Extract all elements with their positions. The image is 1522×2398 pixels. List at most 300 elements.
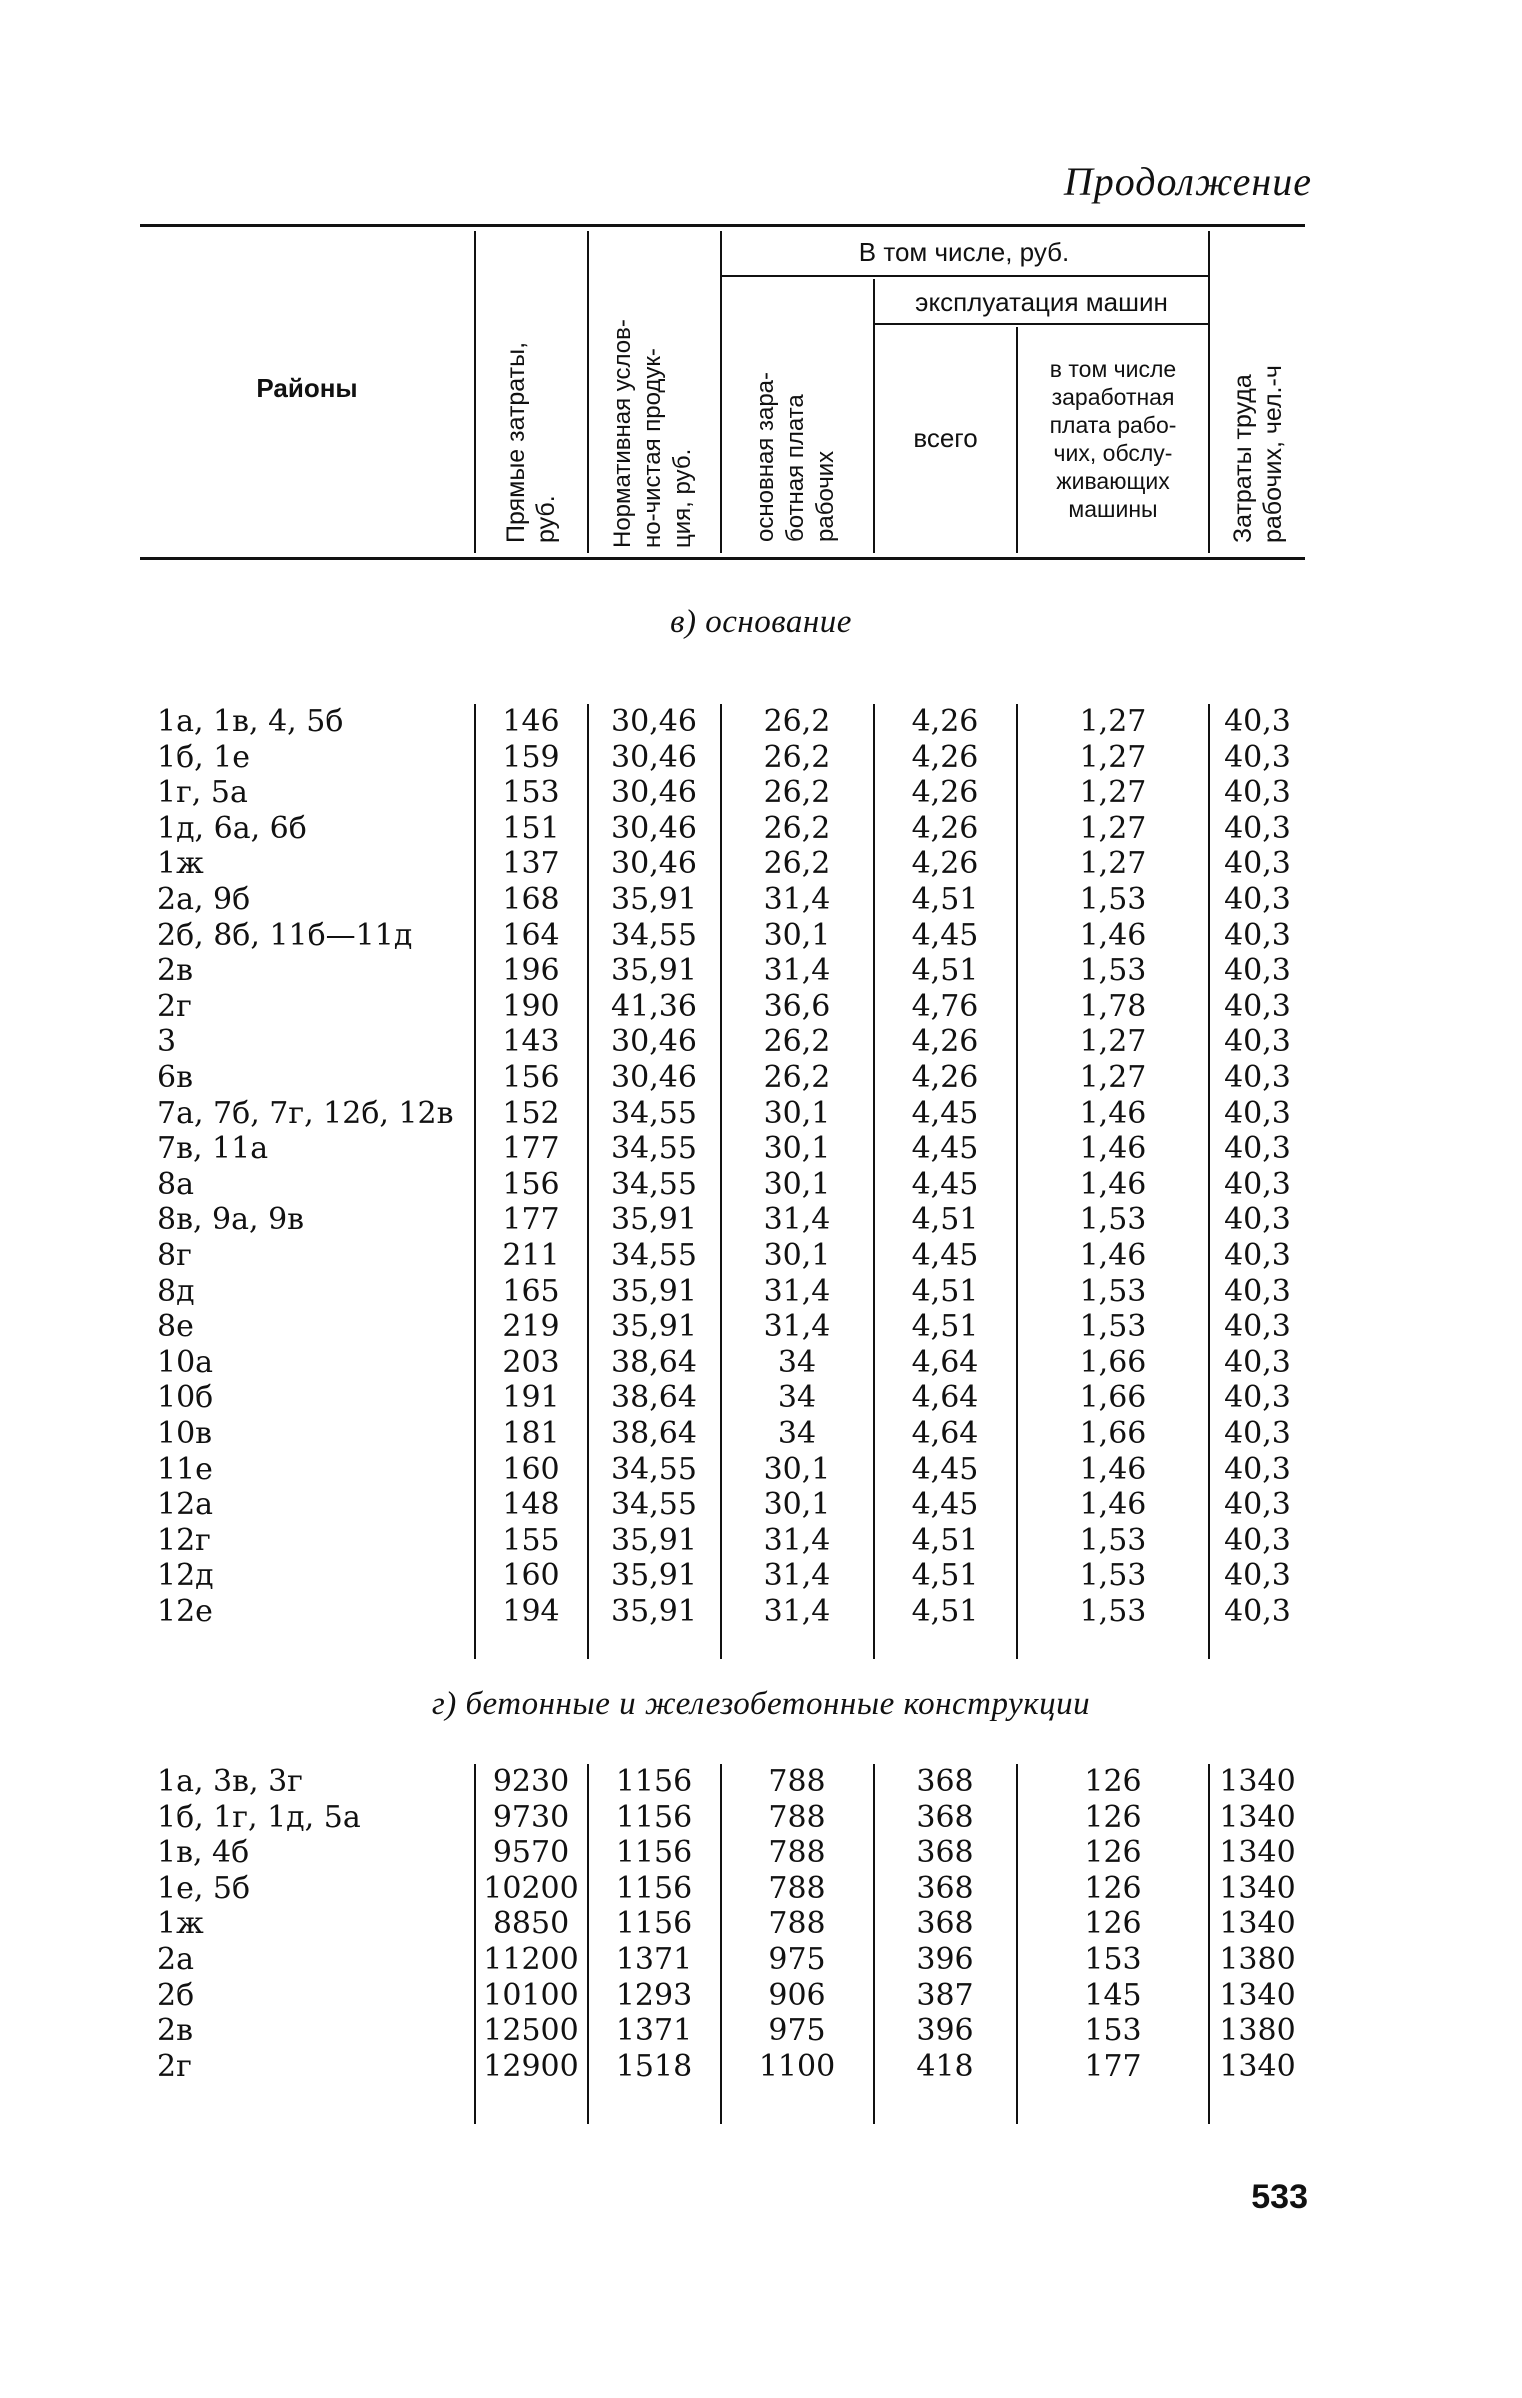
cell-direct-costs: 160	[502, 1558, 560, 1594]
cell-direct-costs: 146	[502, 704, 560, 739]
cell-normative-output: 35,91	[611, 1522, 697, 1558]
cell-machine-total: 4,45	[911, 1131, 979, 1167]
cell-direct-costs: 190	[502, 988, 560, 1024]
cell-region: 8г	[157, 1238, 192, 1273]
cell-normative-output: 30,46	[611, 1060, 697, 1095]
cell-region: 2в	[157, 953, 193, 989]
header-direct-costs: Прямые затраты, руб.	[502, 341, 560, 543]
cell-region: 2г	[157, 2048, 192, 2084]
cell-labor-costs: 40,3	[1224, 1416, 1291, 1451]
header-divider	[873, 279, 875, 553]
table-row	[140, 1202, 1305, 1237]
cell-machine-total: 4,51	[911, 1522, 979, 1558]
cell-machine-wage: 1,53	[1079, 1522, 1147, 1558]
cell-base-wage: 788	[768, 1906, 826, 1942]
cell-direct-costs: 181	[502, 1416, 560, 1451]
cell-region: 1а, 3в, 3г	[157, 1764, 303, 1799]
cell-direct-costs: 11200	[483, 1942, 579, 1977]
cell-region: 1д, 6а, 6б	[157, 810, 307, 846]
header-divider	[587, 231, 589, 553]
cell-machine-wage: 1,53	[1079, 1273, 1147, 1309]
cell-base-wage: 31,4	[763, 1273, 831, 1309]
table-row	[140, 1024, 1305, 1059]
cell-machine-total: 4,64	[911, 1416, 979, 1451]
table-row	[140, 704, 1305, 739]
cell-region: 6в	[157, 1060, 193, 1095]
cell-machine-wage: 177	[1084, 2048, 1142, 2084]
cell-labor-costs: 40,3	[1224, 1202, 1291, 1238]
cell-normative-output: 35,91	[611, 882, 697, 917]
header-labor-costs: Затраты труда рабочих, чел.-ч	[1229, 365, 1287, 543]
cell-machine-wage: 153	[1084, 1942, 1142, 1977]
cell-direct-costs: 156	[502, 1166, 560, 1202]
cell-machine-wage: 1,27	[1079, 846, 1147, 882]
cell-normative-output: 34,55	[611, 1166, 697, 1202]
cell-normative-output: 34,55	[611, 1238, 697, 1273]
cell-base-wage: 31,4	[763, 1309, 831, 1345]
cell-machine-total: 4,45	[911, 917, 979, 953]
table-section-foundation	[140, 704, 1305, 1659]
cell-labor-costs: 1340	[1219, 1799, 1296, 1835]
cell-machine-total: 4,26	[911, 739, 979, 775]
cell-labor-costs: 1340	[1219, 1835, 1296, 1871]
table-row	[140, 740, 1305, 775]
cell-machine-total: 4,26	[911, 775, 979, 811]
cell-region: 1ж	[157, 1906, 204, 1942]
cell-base-wage: 975	[768, 1942, 826, 1977]
table-row	[140, 1131, 1305, 1166]
cell-labor-costs: 40,3	[1224, 988, 1291, 1024]
cell-base-wage: 30,1	[763, 1095, 831, 1131]
cell-machine-wage: 1,78	[1079, 988, 1147, 1024]
cell-normative-output: 1156	[615, 1764, 693, 1799]
cell-machine-total: 4,51	[911, 1594, 979, 1629]
cell-machine-total: 387	[916, 1977, 974, 2013]
cell-machine-total: 4,45	[911, 1487, 979, 1523]
cell-labor-costs: 40,3	[1224, 917, 1291, 953]
cell-direct-costs: 148	[502, 1487, 560, 1523]
cell-labor-costs: 40,3	[1224, 704, 1291, 739]
section-title-concrete: г) бетонные и железобетонные конструкции	[431, 1686, 1091, 1722]
cell-labor-costs: 1340	[1219, 1764, 1296, 1799]
table-row	[140, 1345, 1305, 1380]
cell-region: 1б, 1е	[157, 739, 251, 775]
cell-machine-wage: 1,66	[1079, 1380, 1147, 1416]
cell-labor-costs: 40,3	[1224, 882, 1291, 917]
cell-normative-output: 41,36	[611, 988, 697, 1024]
cell-machine-wage: 1,46	[1079, 1238, 1147, 1273]
cell-machine-total: 368	[916, 1799, 974, 1835]
cell-machine-total: 418	[916, 2048, 974, 2084]
cell-labor-costs: 1380	[1219, 1942, 1296, 1977]
cell-machine-total: 4,51	[911, 882, 979, 917]
cell-base-wage: 788	[768, 1764, 826, 1799]
cell-labor-costs: 40,3	[1224, 1166, 1291, 1202]
cell-labor-costs: 1340	[1219, 1906, 1296, 1942]
cell-normative-output: 35,91	[611, 1558, 697, 1594]
cell-machine-wage: 126	[1084, 1870, 1142, 1906]
cell-normative-output: 1293	[615, 1977, 693, 2013]
cell-machine-wage: 1,27	[1079, 704, 1147, 739]
cell-region: 10а	[157, 1344, 214, 1380]
cell-machine-total: 4,26	[911, 810, 979, 846]
cell-base-wage: 30,1	[763, 917, 831, 953]
table-row	[140, 2049, 1305, 2084]
table-row	[140, 1309, 1305, 1344]
cell-base-wage: 31,4	[763, 953, 831, 989]
cell-normative-output: 38,64	[611, 1416, 697, 1451]
cell-machine-wage: 1,66	[1079, 1416, 1147, 1451]
table-row	[140, 775, 1305, 810]
cell-machine-wage: 1,53	[1079, 1309, 1147, 1345]
cell-machine-wage: 1,53	[1079, 1202, 1147, 1238]
cell-base-wage: 30,1	[763, 1487, 831, 1523]
cell-machine-total: 4,26	[911, 1024, 979, 1060]
cell-base-wage: 26,2	[763, 1060, 831, 1095]
cell-machine-wage: 1,27	[1079, 739, 1147, 775]
cell-region: 12г	[157, 1522, 211, 1558]
cell-normative-output: 30,46	[611, 704, 697, 739]
cell-machine-total: 368	[916, 1870, 974, 1906]
cell-machine-total: 396	[916, 1942, 974, 1977]
header-base-wage: основная зара- ботная плата рабочих	[752, 371, 839, 542]
cell-normative-output: 34,55	[611, 1131, 697, 1167]
cell-direct-costs: 8850	[492, 1906, 570, 1942]
cell-region: 7а, 7б, 7г, 12б, 12в	[157, 1095, 454, 1131]
table-row	[140, 811, 1305, 846]
header-rule	[873, 323, 1208, 325]
cell-machine-wage: 1,46	[1079, 1131, 1147, 1167]
cell-region: 1в, 4б	[157, 1835, 250, 1871]
cell-direct-costs: 168	[502, 882, 560, 917]
cell-region: 12е	[157, 1594, 213, 1629]
header-including: В том числе, руб.	[858, 237, 1070, 267]
cell-normative-output: 30,46	[611, 846, 697, 882]
cell-normative-output: 30,46	[611, 810, 697, 846]
cell-machine-wage: 1,53	[1079, 1594, 1147, 1629]
table-row	[140, 1096, 1305, 1131]
table-row	[140, 1871, 1305, 1906]
cell-direct-costs: 155	[502, 1522, 560, 1558]
cell-direct-costs: 196	[502, 953, 560, 989]
cell-labor-costs: 40,3	[1224, 1131, 1291, 1167]
table-row	[140, 918, 1305, 953]
cell-normative-output: 1156	[615, 1835, 693, 1871]
cell-normative-output: 1156	[615, 1870, 693, 1906]
table-row	[140, 846, 1305, 881]
cell-base-wage: 30,1	[763, 1451, 831, 1487]
cell-region: 10в	[157, 1416, 213, 1451]
cell-region: 2а, 9б	[157, 882, 251, 917]
cell-direct-costs: 10100	[483, 1977, 579, 2013]
cell-normative-output: 1371	[615, 2013, 693, 2049]
cell-labor-costs: 40,3	[1224, 775, 1291, 811]
cell-region: 12д	[157, 1558, 214, 1594]
cell-base-wage: 30,1	[763, 1131, 831, 1167]
cell-direct-costs: 143	[502, 1024, 560, 1060]
cell-machine-total: 4,26	[911, 1060, 979, 1095]
cell-direct-costs: 151	[502, 810, 560, 846]
cell-base-wage: 1100	[758, 2048, 836, 2084]
cell-labor-costs: 40,3	[1224, 1451, 1291, 1487]
cell-labor-costs: 40,3	[1224, 846, 1291, 882]
cell-labor-costs: 40,3	[1224, 1558, 1291, 1594]
table-row	[140, 1978, 1305, 2013]
cell-base-wage: 788	[768, 1870, 826, 1906]
cell-base-wage: 34	[777, 1344, 817, 1380]
cell-region: 2б, 8б, 11б—11д	[157, 917, 413, 953]
cell-base-wage: 26,2	[763, 739, 831, 775]
table-row	[140, 953, 1305, 988]
cell-normative-output: 35,91	[611, 1309, 697, 1345]
table-row	[140, 1380, 1305, 1415]
cell-machine-wage: 1,46	[1079, 1166, 1147, 1202]
cell-labor-costs: 40,3	[1224, 953, 1291, 989]
cell-normative-output: 1518	[615, 2048, 693, 2084]
cell-region: 2б	[157, 1977, 195, 2013]
cell-direct-costs: 211	[502, 1238, 560, 1273]
cell-direct-costs: 219	[502, 1309, 560, 1345]
continuation-label: Продолжение	[1063, 159, 1312, 204]
cell-direct-costs: 12500	[483, 2013, 579, 2049]
cell-normative-output: 1156	[615, 1906, 693, 1942]
cell-base-wage: 34	[777, 1416, 817, 1451]
cell-base-wage: 975	[768, 2013, 826, 2049]
cell-normative-output: 34,55	[611, 1451, 697, 1487]
cell-machine-total: 4,64	[911, 1380, 979, 1416]
cell-normative-output: 30,46	[611, 775, 697, 811]
cell-region: 7в, 11а	[157, 1131, 269, 1167]
cell-normative-output: 35,91	[611, 1273, 697, 1309]
cell-machine-total: 4,45	[911, 1451, 979, 1487]
table-row	[140, 1167, 1305, 1202]
cell-direct-costs: 194	[502, 1594, 560, 1629]
cell-direct-costs: 153	[502, 775, 560, 811]
cell-machine-total: 4,51	[911, 953, 979, 989]
cell-region: 8в, 9а, 9в	[157, 1202, 305, 1238]
cell-machine-wage: 1,27	[1079, 1024, 1147, 1060]
header-divider	[720, 231, 722, 553]
cell-base-wage: 31,4	[763, 882, 831, 917]
cell-normative-output: 35,91	[611, 953, 697, 989]
cell-labor-costs: 40,3	[1224, 1344, 1291, 1380]
cell-labor-costs: 1340	[1219, 1870, 1296, 1906]
cell-machine-wage: 145	[1084, 1977, 1142, 2013]
section-title-foundation: в) основание	[670, 604, 852, 640]
cell-machine-total: 4,51	[911, 1558, 979, 1594]
cell-machine-total: 368	[916, 1906, 974, 1942]
table-row	[140, 1238, 1305, 1273]
cell-machine-wage: 1,27	[1079, 1060, 1147, 1095]
cell-region: 3	[157, 1024, 177, 1060]
table-row	[140, 1906, 1305, 1941]
cell-labor-costs: 40,3	[1224, 1060, 1291, 1095]
cell-direct-costs: 159	[502, 739, 560, 775]
cell-labor-costs: 40,3	[1224, 1309, 1291, 1345]
cell-region: 12а	[157, 1487, 214, 1523]
cell-machine-wage: 126	[1084, 1799, 1142, 1835]
cell-region: 8д	[157, 1273, 195, 1309]
cell-base-wage: 31,4	[763, 1522, 831, 1558]
cell-direct-costs: 12900	[483, 2048, 579, 2084]
cell-machine-wage: 1,46	[1079, 917, 1147, 953]
table-row	[140, 1594, 1305, 1629]
cell-machine-total: 4,45	[911, 1095, 979, 1131]
cell-region: 11е	[157, 1451, 213, 1487]
cell-machine-total: 368	[916, 1835, 974, 1871]
page-number: 533	[1251, 2178, 1308, 2216]
table-row	[140, 989, 1305, 1024]
table-section-concrete	[140, 1764, 1305, 2124]
cell-labor-costs: 40,3	[1224, 1024, 1291, 1060]
cell-machine-wage: 1,66	[1079, 1344, 1147, 1380]
cell-direct-costs: 9730	[492, 1799, 570, 1835]
cell-direct-costs: 9570	[492, 1835, 570, 1871]
cell-labor-costs: 40,3	[1224, 1238, 1291, 1273]
cell-region: 8а	[157, 1166, 194, 1202]
cell-machine-wage: 126	[1084, 1835, 1142, 1871]
cell-labor-costs: 40,3	[1224, 739, 1291, 775]
cell-direct-costs: 164	[502, 917, 560, 953]
table-row	[140, 2013, 1305, 2048]
cell-machine-total: 4,76	[911, 988, 979, 1024]
cell-normative-output: 34,55	[611, 917, 697, 953]
cell-base-wage: 26,2	[763, 704, 831, 739]
cell-base-wage: 30,1	[763, 1166, 831, 1202]
cell-normative-output: 38,64	[611, 1380, 697, 1416]
cell-labor-costs: 1380	[1219, 2013, 1296, 2049]
cell-machine-total: 4,26	[911, 704, 979, 739]
cell-base-wage: 26,2	[763, 810, 831, 846]
cell-machine-total: 4,64	[911, 1344, 979, 1380]
cell-base-wage: 788	[768, 1799, 826, 1835]
cell-machine-wage: 126	[1084, 1764, 1142, 1799]
cell-machine-total: 4,51	[911, 1273, 979, 1309]
cell-machine-total: 368	[916, 1764, 974, 1799]
cell-direct-costs: 160	[502, 1451, 560, 1487]
cell-machine-wage: 1,53	[1079, 953, 1147, 989]
cell-normative-output: 1156	[615, 1799, 693, 1835]
cell-region: 2г	[157, 988, 192, 1024]
header-normative-output: Нормативная услов- но-чистая продук- ция, руб.	[609, 319, 696, 548]
cell-base-wage: 34	[777, 1380, 817, 1416]
table-row	[140, 1416, 1305, 1451]
cell-machine-wage: 1,46	[1079, 1487, 1147, 1523]
cell-normative-output: 34,55	[611, 1095, 697, 1131]
table-row	[140, 1523, 1305, 1558]
header-regions: Районы	[256, 373, 358, 403]
header-divider	[474, 231, 476, 553]
cell-machine-total: 396	[916, 2013, 974, 2049]
header-divider	[1208, 231, 1210, 553]
table-row	[140, 1942, 1305, 1977]
cell-direct-costs: 137	[502, 846, 560, 882]
table-row	[140, 1800, 1305, 1835]
cell-normative-output: 1371	[615, 1942, 693, 1977]
cell-normative-output: 34,55	[611, 1487, 697, 1523]
table-row	[140, 1835, 1305, 1870]
cell-normative-output: 30,46	[611, 1024, 697, 1060]
cell-labor-costs: 40,3	[1224, 1095, 1291, 1131]
cell-direct-costs: 156	[502, 1060, 560, 1095]
table-row	[140, 1452, 1305, 1487]
table-row	[140, 1060, 1305, 1095]
cell-normative-output: 38,64	[611, 1344, 697, 1380]
cell-region: 8е	[157, 1309, 194, 1345]
cell-base-wage: 36,6	[763, 988, 831, 1024]
cell-base-wage: 31,4	[763, 1202, 831, 1238]
cell-base-wage: 26,2	[763, 846, 831, 882]
table-row	[140, 1274, 1305, 1309]
cell-direct-costs: 203	[502, 1344, 560, 1380]
cell-machine-total: 4,51	[911, 1202, 979, 1238]
cell-region: 2а	[157, 1942, 194, 1977]
cell-normative-output: 35,91	[611, 1594, 697, 1629]
cell-labor-costs: 40,3	[1224, 1273, 1291, 1309]
cell-labor-costs: 40,3	[1224, 810, 1291, 846]
cell-labor-costs: 40,3	[1224, 1522, 1291, 1558]
cell-machine-wage: 126	[1084, 1906, 1142, 1942]
cell-machine-wage: 1,53	[1079, 882, 1147, 917]
cell-labor-costs: 40,3	[1224, 1487, 1291, 1523]
cell-base-wage: 31,4	[763, 1558, 831, 1594]
cell-direct-costs: 10200	[483, 1870, 579, 1906]
table-row	[140, 882, 1305, 917]
cell-region: 10б	[157, 1380, 214, 1416]
cell-base-wage: 906	[768, 1977, 826, 2013]
cell-machine-wage: 1,27	[1079, 775, 1147, 811]
table-row	[140, 1487, 1305, 1522]
cell-direct-costs: 177	[502, 1202, 560, 1238]
table-header	[140, 224, 1305, 560]
cell-machine-wage: 153	[1084, 2013, 1142, 2049]
cell-region: 1г, 5а	[157, 775, 248, 811]
cell-normative-output: 30,46	[611, 739, 697, 775]
cell-machine-total: 4,45	[911, 1238, 979, 1273]
cell-region: 1ж	[157, 846, 204, 882]
cell-region: 2в	[157, 2013, 193, 2049]
cell-labor-costs: 1340	[1219, 2048, 1296, 2084]
cell-direct-costs: 191	[502, 1380, 560, 1416]
cell-region: 1а, 1в, 4, 5б	[157, 704, 344, 739]
cell-normative-output: 35,91	[611, 1202, 697, 1238]
cell-machine-total: 4,51	[911, 1309, 979, 1345]
cell-base-wage: 26,2	[763, 1024, 831, 1060]
header-machine-total: всего	[913, 423, 978, 453]
cell-labor-costs: 40,3	[1224, 1594, 1291, 1629]
cell-direct-costs: 9230	[492, 1764, 570, 1799]
cell-machine-total: 4,45	[911, 1166, 979, 1202]
table-row	[140, 1764, 1305, 1799]
cell-region: 1б, 1г, 1д, 5а	[157, 1799, 361, 1835]
cell-region: 1е, 5б	[157, 1870, 251, 1906]
cell-machine-wage: 1,46	[1079, 1451, 1147, 1487]
table-row	[140, 1558, 1305, 1593]
cell-direct-costs: 152	[502, 1095, 560, 1131]
cell-base-wage: 31,4	[763, 1594, 831, 1629]
header-machine-wage: в том числе заработная плата рабо- чих, обслу- живающих машины	[1049, 356, 1177, 522]
header-machine-operation: эксплуатация машин	[915, 287, 1168, 317]
cell-base-wage: 30,1	[763, 1238, 831, 1273]
header-rule	[720, 275, 1208, 277]
cell-machine-wage: 1,46	[1079, 1095, 1147, 1131]
cell-labor-costs: 40,3	[1224, 1380, 1291, 1416]
cell-direct-costs: 165	[502, 1273, 560, 1309]
cell-base-wage: 26,2	[763, 775, 831, 811]
cell-direct-costs: 177	[502, 1131, 560, 1167]
cell-machine-total: 4,26	[911, 846, 979, 882]
cell-machine-wage: 1,53	[1079, 1558, 1147, 1594]
